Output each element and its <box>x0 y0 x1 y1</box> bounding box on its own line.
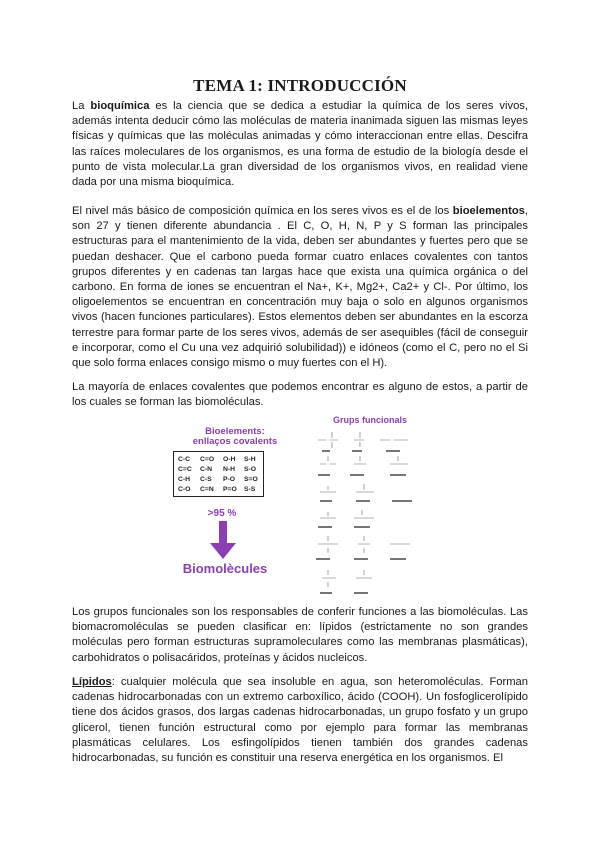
bond-cell: S-S <box>244 486 256 493</box>
figure-left-title-line2: enllaços covalents <box>192 436 278 447</box>
bond-cell: C-C <box>178 456 191 463</box>
paragraph-enlaces: La mayoría de enlaces covalentes que podemos encontrar es alguno de estos, a partir de los cuales se forman las biomoléculas. <box>72 381 528 409</box>
paragraph-lipidos <box>72 675 528 766</box>
term-bioelementos: bioelementos <box>452 205 525 217</box>
bond-cell: C-N <box>200 466 213 473</box>
bond-cell: C-O <box>178 486 191 493</box>
bond-cell: S-H <box>244 456 256 463</box>
figure-bioelements <box>170 420 300 580</box>
figure-left-title-line1: Bioelements: <box>205 426 265 437</box>
bond-cell: C=C <box>178 466 192 473</box>
paragraph-text: , son 27 y tienen diferente abundancia . El C, O, H, N, P y S forman las principales estructuras para el mantenimiento de la vida, deben ser abundantes y fuertes pero que se puedan deshacer. Que el carbono pueda formar cuatro enlaces covalentes con tantos grupos diferentes y en cadenas tan largas hace que exista una química orgánica o del carbono. En forma de iones se encuentran el Na+, K+, Mg2+, Ca2+ y Cl-. Por último, los oligoelementos se encuentran en concentración muy baja o solo en algunos organismos vivos (hacen funciones particulares). Estos elementos deben ser abundantes en la escorza terrestre para formar parte de los seres vivos, además de ser asequibles (fácil de conseguir e incorporar, como el Cu una vez adquirió solubilidad)) e idóneos (como el C, pero no el Si que solo forma enlaces consigo mismo o muy fuertes con el H). <box>72 205 528 370</box>
page-title: TEMA 1: INTRODUCCIÓN <box>193 76 407 95</box>
bond-cell: C-H <box>178 476 191 483</box>
bond-cell: S-O <box>244 466 257 473</box>
bond-cell: P-O <box>223 476 236 483</box>
bond-cell: N-H <box>223 466 236 473</box>
paragraph-grupos-funcionales: Los grupos funcionales son los responsables de conferir funciones a las biomoléculas. Las biomacromoléculas se pueden clasificar en: lípidos (estrictamente no son grandes moléculas pero forman estructuras supramoleculares como las membranas plasmáticas), carbohidratos o polisacáridos, proteínas y ácidos nucleicos. <box>72 606 528 664</box>
down-arrow-icon <box>208 521 238 561</box>
term-bioquimica: bioquímica <box>90 100 150 112</box>
bond-cell: C-S <box>200 476 212 483</box>
term-lipidos: Lípidos <box>72 676 112 688</box>
bond-cell: C=O <box>200 456 215 463</box>
bond-cell: P=O <box>223 486 237 493</box>
figure-functional-groups <box>310 412 430 602</box>
paragraph-bioelementos <box>72 204 528 371</box>
paragraph-text: es la ciencia que se dedica a estudiar la química de los seres vivos, además intenta deducir cómo las moléculas de materia inanimada siguen las mismas leyes físicas y químicas que las moléculas animadas y cómo interaccionan entre ellas. Descifra las raíces moleculares de los organismos, es una forma de estudio de la biología desde el punto de vista molecular.La gran diversidad de los organismos vivos, en realidad viene dada por una misma bioquímica. <box>72 100 528 189</box>
paragraph-lead: La <box>72 100 91 112</box>
bond-cell: C=N <box>200 486 214 493</box>
paragraph-text: : cualquier molécula que sea insoluble en agua, son heteromoléculas. Forman cadenas hidrocarbonadas con un extremo carboxílico, ácido (COOH). Un fosfoglicerolípido tiene dos ácidos grasos, dos largas cadenas hidrocarbonadas, un grupo fosfato y un grupo glicerol, tienen función estructural como por ejemplo para formar las membranas plasmáticas celulares. Los esfingolípidos tienen también dos grandes cadenas hidrocarbonadas, su función es constituir una reserva energética en los organismos. El <box>72 676 528 765</box>
paragraph-lead: El nivel más básico de composición química en los seres vivos es el de los <box>72 205 453 217</box>
paragraph-bioquimica <box>72 99 528 190</box>
functional-groups-title: Grups funcionals <box>332 415 407 425</box>
bond-cell: S=O <box>244 476 258 483</box>
biomolecules-label: Biomolècules <box>182 561 268 576</box>
bonds-table <box>173 451 264 497</box>
bond-cell: O-H <box>223 456 236 463</box>
functional-groups-structures <box>310 428 430 602</box>
percentage-label: >95 % <box>207 508 237 519</box>
